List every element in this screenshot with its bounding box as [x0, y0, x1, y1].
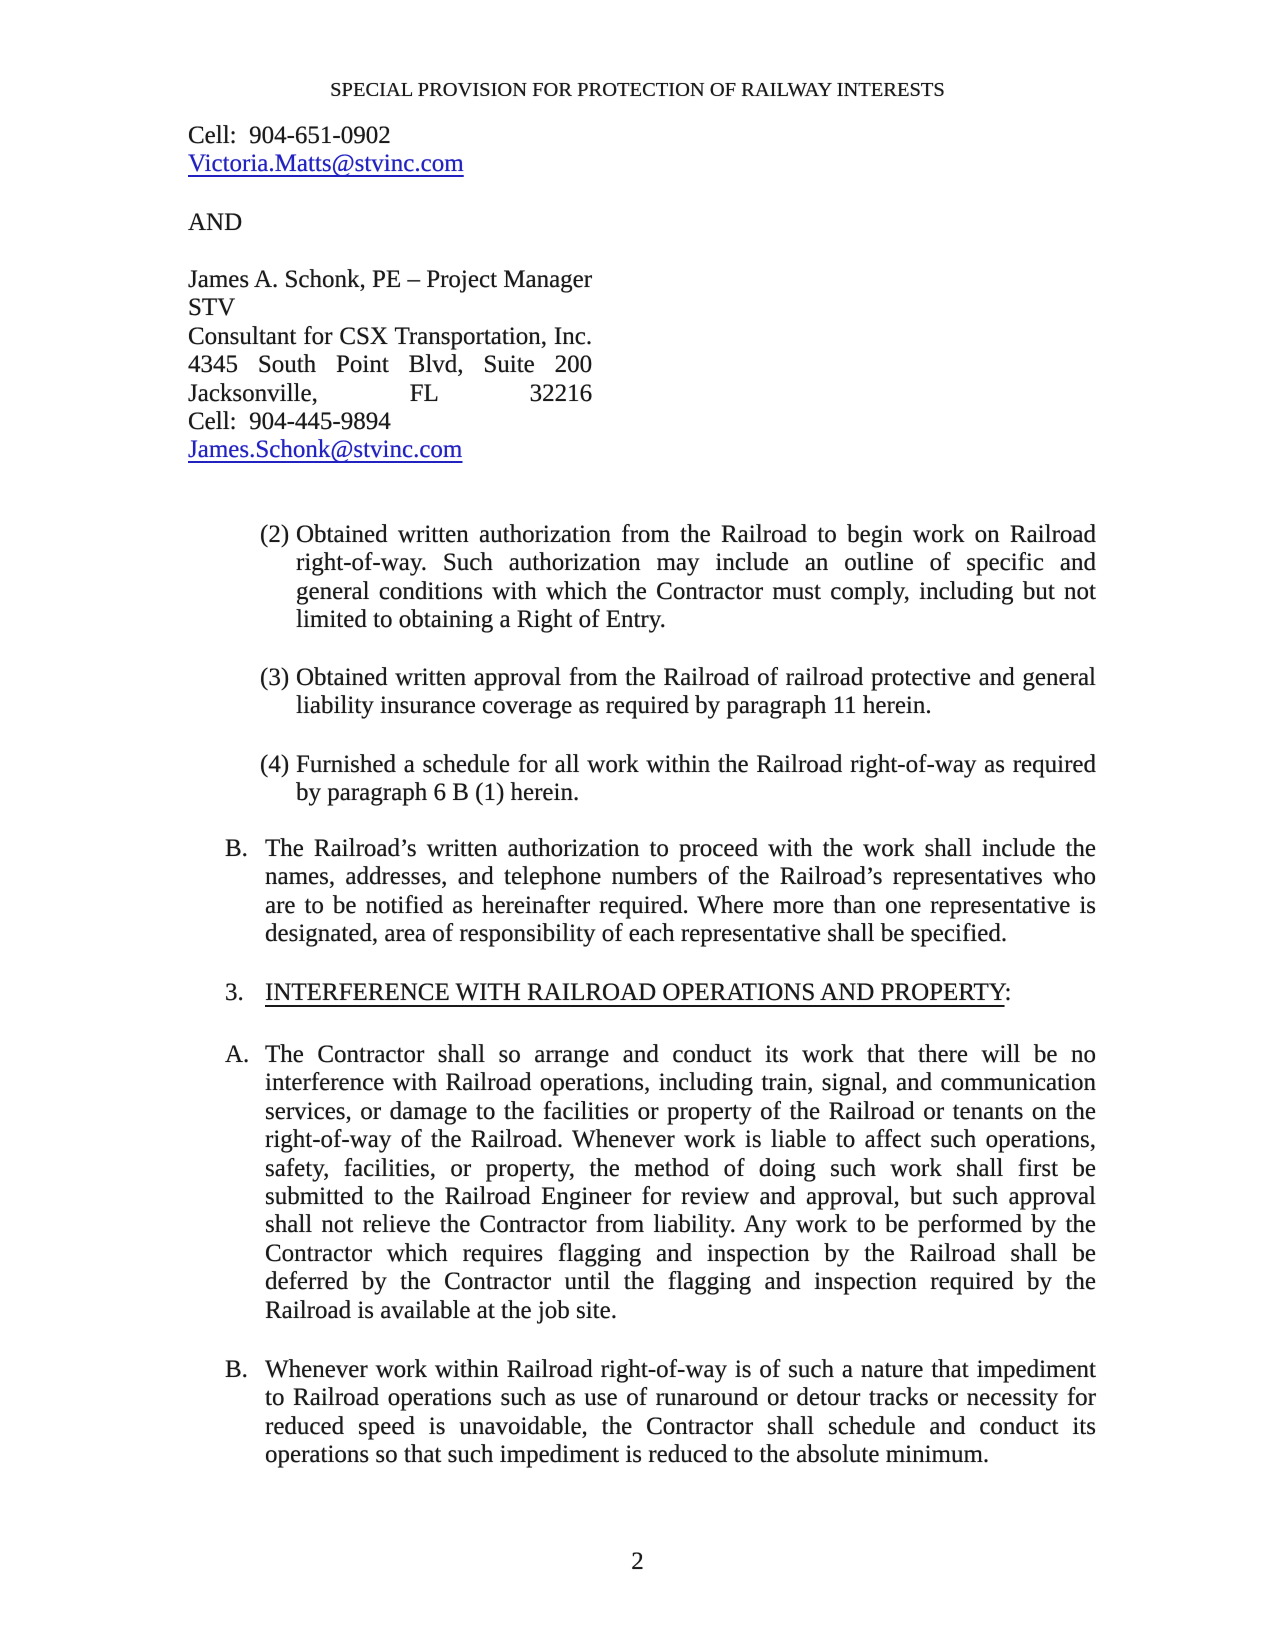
text-line: 4345 South Point Blvd, Suite 200	[188, 351, 593, 379]
text-line: shall not relieve the Contractor from liability. Any work to be performed by the	[265, 1211, 1096, 1239]
contact-victoria	[188, 122, 464, 179]
text-line: Whenever work within Railroad right-of-way is of such a nature that impediment	[265, 1356, 1096, 1383]
text-line: by paragraph 6 B (1) herein.	[296, 779, 580, 807]
section-heading-3-colon: :	[1004, 979, 1012, 1006]
list-item-b2-marker: B.	[225, 1356, 248, 1383]
text-line: right-of-way of the Railroad. Whenever work is liable to affect such operations,	[265, 1126, 1096, 1154]
text-line: names, addresses, and telephone numbers of the Railroad’s representatives who	[265, 863, 1096, 891]
text-line: operations so that such impediment is reduced to the absolute minimum.	[265, 1441, 990, 1469]
text-line: James A. Schonk, PE – Project Manager	[188, 266, 593, 293]
contact-victoria-lines	[188, 122, 464, 150]
text-line: services, or damage to the facilities or property of the Railroad or tenants on the	[265, 1097, 1096, 1125]
text-line: liability insurance coverage as required by paragraph 11 herein.	[296, 692, 932, 720]
list-item-2	[260, 521, 1096, 635]
page-number: 2	[631, 1548, 644, 1575]
section-heading-3-marker: 3.	[225, 979, 244, 1006]
list-item-a	[225, 1041, 1096, 1325]
text-line: interference with Railroad operations, including train, signal, and communication	[265, 1069, 1096, 1097]
list-item-a-marker: A.	[225, 1041, 250, 1068]
text-line: to Railroad operations such as use of runaround or detour tracks or necessity for	[265, 1384, 1096, 1412]
list-item-2-marker: (2)	[260, 521, 290, 548]
list-item-4-marker: (4)	[260, 751, 290, 778]
text-line: Jacksonville, FL 32216	[188, 379, 593, 407]
text-line: Obtained written authorization from the Railroad to begin work on Railroad	[296, 521, 1096, 548]
list-item-a-body	[265, 1041, 1096, 1325]
text-line: STV	[188, 294, 236, 322]
text-line: general conditions with which the Contractor must comply, including but not	[296, 577, 1096, 605]
text-line: Cell: 904-445-9894	[188, 408, 391, 436]
list-item-b1	[225, 835, 1096, 949]
contact-james	[188, 266, 592, 465]
list-item-4-body	[296, 751, 1096, 808]
list-item-b2-body	[265, 1356, 1096, 1470]
section-heading-3	[225, 979, 1096, 1007]
list-item-2-body	[296, 521, 1096, 635]
text-line: The Railroad’s written authorization to proceed with the work shall include the	[265, 835, 1096, 862]
text-line: Railroad is available at the job site.	[265, 1296, 617, 1324]
text-line: limited to obtaining a Right of Entry.	[296, 606, 666, 634]
text-line: deferred by the Contractor until the flagging and inspection required by the	[265, 1268, 1096, 1296]
text-line: designated, area of responsibility of each representative shall be specified.	[265, 920, 1008, 948]
text-line: Furnished a schedule for all work within the Railroad right-of-way as required	[296, 751, 1096, 778]
list-item-b2	[225, 1356, 1096, 1470]
text-line: right-of-way. Such authorization may include an outline of specific and	[296, 549, 1096, 577]
text-line: submitted to the Railroad Engineer for review and approval, but such approval	[265, 1183, 1096, 1211]
list-item-3-body	[296, 664, 1096, 721]
text-line: reduced speed is unavoidable, the Contractor shall schedule and conduct its	[265, 1412, 1096, 1440]
list-item-4	[260, 751, 1096, 808]
email-link-victoria[interactable]: Victoria.Matts@stvinc.com	[188, 150, 464, 178]
text-line: Consultant for CSX Transportation, Inc.	[188, 322, 593, 350]
text-line: Contractor which requires flagging and inspection by the Railroad shall be	[265, 1239, 1096, 1267]
text-line: are to be notified as hereinafter required. Where more than one representative is	[265, 891, 1096, 919]
document-title: SPECIAL PROVISION FOR PROTECTION OF RAILWAY INTERESTS	[330, 79, 945, 101]
list-item-b1-body	[265, 835, 1096, 949]
list-item-3-marker: (3)	[260, 664, 290, 691]
list-item-3	[260, 664, 1096, 721]
section-heading-3-text: INTERFERENCE WITH RAILROAD OPERATIONS AND PROPERTY	[265, 979, 1005, 1006]
text-line: safety, facilities, or property, the method of doing such work shall first be	[265, 1154, 1096, 1182]
text-line: The Contractor shall so arrange and conduct its work that there will be no	[265, 1041, 1096, 1068]
text-line: Cell: 904-651-0902	[188, 122, 391, 149]
list-item-b1-marker: B.	[225, 835, 248, 862]
contact-james-lines	[188, 266, 592, 436]
email-link-james[interactable]: James.Schonk@stvinc.com	[188, 436, 463, 464]
text-line: Obtained written approval from the Railroad of railroad protective and general	[296, 664, 1096, 691]
contact-separator: AND	[188, 209, 243, 236]
